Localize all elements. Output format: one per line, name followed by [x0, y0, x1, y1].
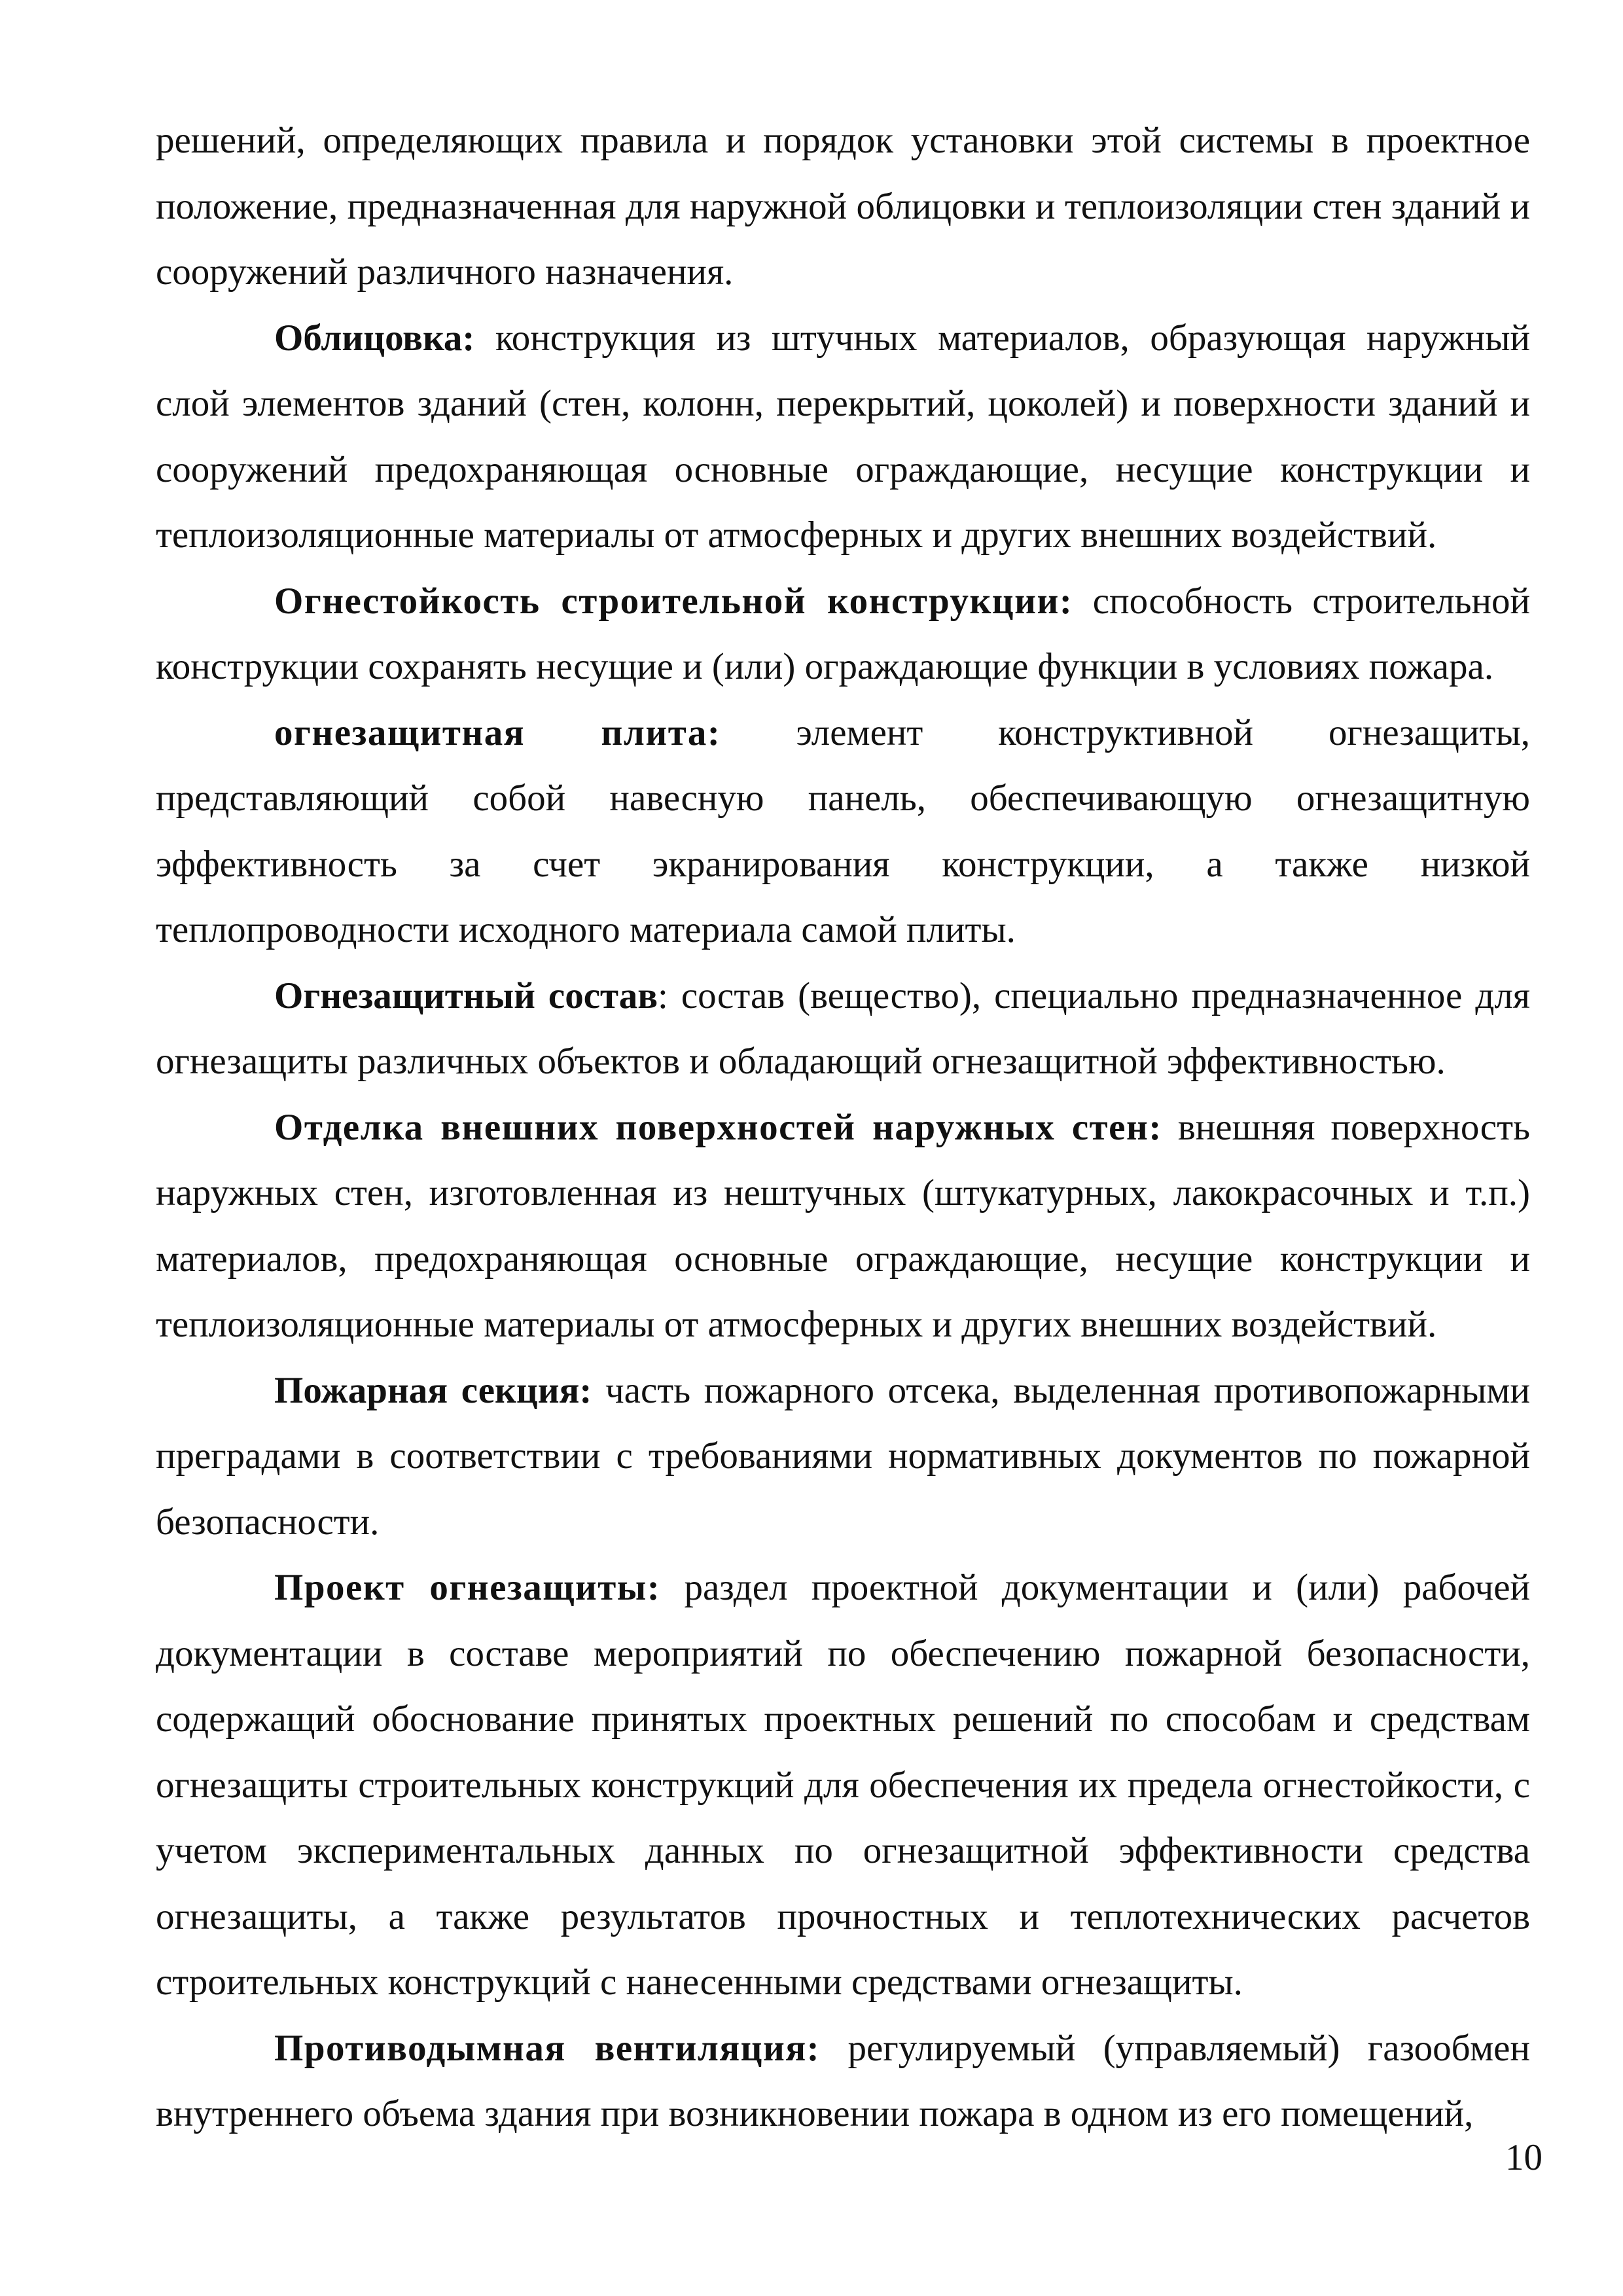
- definition-text: конструкция из штучных материалов, образующая наружный слой элементов зданий (стен, колонн, перекрытий, цоколей) и поверхности зданий и сооружений предохраняющая основные ограждающие, несущие конструкции и теплоизоляционные материалы от атмосферных и других внешних воздействий.: [156, 317, 1530, 556]
- definition-term: Пожарная секция:: [274, 1369, 592, 1411]
- definition-term: огнезащитная плита:: [274, 711, 721, 753]
- definition-text: регулируемый (управляемый) газообмен внутреннего объема здания при возникновении пожара в одном из его помещений,: [156, 2027, 1530, 2134]
- definition-ognezashchitny-sostav: [156, 963, 1530, 1095]
- definition-term: Проект огнезащиты:: [274, 1567, 661, 1608]
- definition-text: : состав (вещество), специально предназначенное для огнезащиты различных объектов и обладающий огнезащитной эффективностью.: [156, 975, 1530, 1082]
- definition-text: внешняя поверхность наружных стен, изготовленная из нештучных (штукатурных, лакокрасочных и т.п.) материалов, предохраняющая основные ограждающие, несущие конструкции и теплоизоляционные материалы от атмосферных и других внешних воздействий.: [156, 1106, 1530, 1345]
- definition-text: раздел проектной документации и (или) рабочей документации в составе мероприятий по обеспечению пожарной безопасности, содержащий обоснование принятых проектных решений по способам и средствам огнезащиты строительных конструкций для обеспечения их предела огнестойкости, с учетом экспериментальных данных по огнезащитной эффективности средства огнезащиты, а также результатов прочностных и теплотехнических расчетов строительных конструкций с нанесенными средствами огнезащиты.: [156, 1567, 1530, 2003]
- continuation-paragraph: решений, определяющих правила и порядок установки этой системы в проектное положение, предназначенная для наружной облицовки и теплоизоляции стен зданий и сооружений различного назначения.: [156, 120, 1530, 293]
- definition-text: элемент конструктивной огнезащиты, представляющий собой навесную панель, обеспечивающую огнезащитную эффективность за счет экранирования конструкции, а также низкой теплопроводности исходного материала самой плиты.: [156, 711, 1530, 950]
- definition-ognezashchitnaya-plita: [156, 700, 1530, 963]
- page-number: 10: [1505, 2137, 1543, 2178]
- definition-protivodymnaya-ventilyatsiya: [156, 2016, 1530, 2147]
- definition-otdelka: [156, 1095, 1530, 1358]
- definition-term: Облицовка:: [274, 317, 475, 359]
- definition-term: Огнезащитный состав: [274, 975, 658, 1016]
- definition-text: способность строительной конструкции сохранять несущие и (или) ограждающие функции в условиях пожара.: [156, 580, 1530, 687]
- definition-term: Противодымная вентиляция:: [274, 2027, 821, 2069]
- definition-oblitsovka: [156, 306, 1530, 569]
- definition-proekt-ognezashchity: [156, 1555, 1530, 2016]
- definition-term: Отделка внешних поверхностей наружных стен:: [274, 1106, 1162, 1148]
- definition-pozharnaya-sektsiya: [156, 1358, 1530, 1556]
- definition-term: Огнестойкость строительной конструкции:: [274, 580, 1073, 622]
- definition-text: часть пожарного отсека, выделенная противопожарными преградами в соответствии с требованиями нормативных документов по пожарной безопасности.: [156, 1369, 1530, 1543]
- document-page: [156, 108, 1530, 2147]
- definition-ognestoykost: [156, 569, 1530, 700]
